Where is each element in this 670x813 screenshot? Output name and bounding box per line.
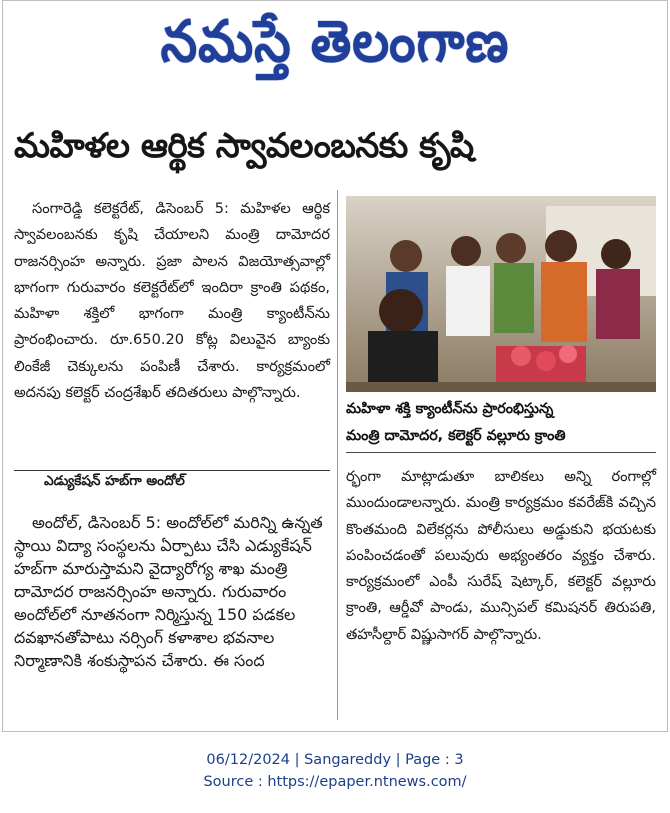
article-column-left-2 — [14, 497, 330, 690]
news-photo — [346, 196, 656, 392]
masthead-title: నమస్తే తెలంగాణ — [160, 7, 510, 75]
source-footer — [0, 749, 670, 793]
photo-caption-line-1: మహిళా శక్తి క్యాంటీన్‌ను ప్రారంభిస్తున్న — [346, 401, 554, 417]
article-paragraph-3: ర్భంగా మాట్లాడుతూ బాలికలు అన్ని రంగాల్లో ముందుండాలన్నారు. మంత్రి కార్యక్రమం కవరేజ్‌కి వచ్చిన కొంతమంది విలేకర్లను పోలీసులు అడ్డుకుని భయటకు పంపించడంతో పలువురు అభ్యంతరం వ్యక్తం చేశారు. కార్యక్రమంలో ఎంపీ సురేష్ షెట్కార్, కలెక్టర్ వల్లూరు క్రాంతి, ఆర్డీవో పాండు, మున్సిపల్ కమిషనర్ తిరుపతి, తహసీల్దార్ విష్ణుసాగర్ పాల్గొన్నారు. — [346, 468, 656, 643]
photo-caption — [346, 396, 656, 453]
masthead — [3, 1, 667, 96]
footer-source: Source : https://epaper.ntnews.com/ — [203, 774, 467, 790]
article-headline: మహిళల ఆర్థిక స్వావలంబనకు కృషి — [14, 126, 474, 166]
article-paragraph-1: సంగారెడ్డి కలెక్టరేట్, డిసెంబర్ 5: మహిళల ఆర్థిక స్వావలంబనకు కృషి చేయాలని మంత్రి దామోదర రాజనర్సింహ అన్నారు. ప్రజా పాలన విజయోత్సవాల్లో భాగంగా గురువారం కలెక్టరేట్‌లో ఇందిరా క్రాంతి పథకం, మహిళా శక్తిలో భాగంగా మంత్రి క్యాంటీన్‌ను ప్రారంభించారు. రూ.650.20 కోట్ల విలువైన బ్యాంకు లింకేజీ చెక్కులను పంపిణీ చేశారు. కార్యక్రమంలో అదనపు కలెక్టర్ చంద్రశేఖర్ తదితరులు పాల్గొన్నారు. — [14, 200, 330, 402]
article-column-left — [14, 196, 330, 406]
photo-caption-line-2: మంత్రి దామోదర, కలెక్టర్ వల్లూరు క్రాంతి — [346, 428, 566, 444]
article-paragraph-2: అందోల్, డిసెంబర్ 5: అందోల్‌లో మరిన్ని ఉన్నత స్థాయి విద్యా సంస్థలను ఏర్పాటు చేసి ఎడ్యుకేషన్ హబ్‌గా మారుస్తామని వైద్యారోగ్య శాఖ మంత్రి దామోదర రాజనర్సింహ అన్నారు. గురువారం అందోల్‌లో నూతనంగా నిర్మిస్తున్న 150 పడకల దవఖానతోపాటు నర్సింగ్ కళాశాల భవనాల నిర్మాణానికి శంకుస్థాపన చేశారు. ఈ సంద — [14, 513, 323, 670]
column-divider — [337, 190, 338, 720]
article-subheading: ఎడ్యుకేషన్ హబ్‌గా అందోల్ — [14, 470, 330, 496]
footer-date-edition: 06/12/2024 | Sangareddy | Page : 3 — [206, 752, 464, 768]
article-column-right — [346, 464, 656, 648]
photo-illustration — [346, 196, 656, 392]
